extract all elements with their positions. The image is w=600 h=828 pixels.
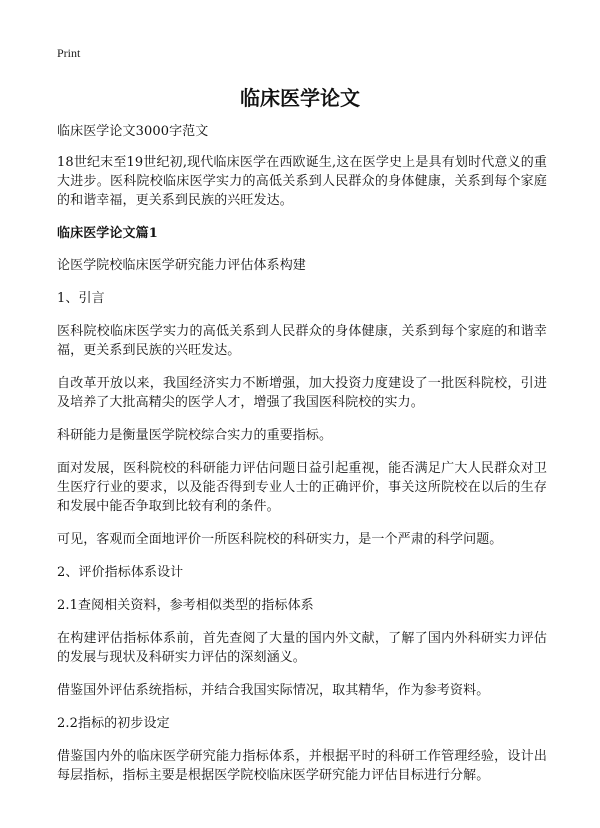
subsection-heading-references: 2.1查阅相关资料，参考相似类型的指标体系: [57, 598, 314, 613]
paragraph: 科研能力是衡量医学院校综合实力的重要指标。: [57, 428, 333, 443]
paragraph: 借鉴国外评估系统指标，并结合我国实际情况，取其精华，作为参考资料。: [57, 683, 490, 698]
paragraph: 自改革开放以来，我国经济实力不断增强，加大投资力度建设了一批医科院校，引进及培养了大批高精尖的医学人才，增强了我国医科院校的实力。: [57, 376, 547, 410]
paragraph: 面对发展，医科院校的科研能力评估问题日益引起重视，能否满足广大人民群众对卫生医疗行业的要求，以及能否得到专业人士的正确评价，事关这所院校在以后的生存和发展中能否争取到比较有利的条件。: [57, 461, 547, 514]
paragraph: 可见，客观而全面地评价一所医科院校的科研实力，是一个严肃的科学问题。: [57, 532, 503, 547]
part-heading: 临床医学论文篇1: [57, 226, 158, 241]
section-heading-introduction: 1、引言: [57, 291, 105, 306]
section-heading-indicator-design: 2、评价指标体系设计: [57, 565, 184, 580]
print-link[interactable]: Print: [57, 46, 81, 60]
paragraph: 借鉴国内外的临床医学研究能力指标体系，并根据平时的科研工作管理经验，设计出每层指标，指标主要是根据医学院校临床医学研究能力评估目标进行分解。: [57, 749, 547, 783]
subsection-heading-initial-setup: 2.2指标的初步设定: [57, 716, 170, 731]
paragraph: 在构建评估指标体系前，首先查阅了大量的国内外文献，了解了国内外科研实力评估的发展与现状及科研实力评估的深刻涵义。: [57, 631, 547, 665]
document-body: [57, 122, 547, 799]
paper-title: 论医学院校临床医学研究能力评估体系构建: [57, 258, 306, 273]
paragraph: 医科院校临床医学实力的高低关系到人民群众的身体健康，关系到每个家庭的和谐幸福，更关系到民族的兴旺发达。: [57, 324, 547, 358]
intro-paragraph: 18世纪末至19世纪初,现代临床医学在西欧诞生,这在医学史上是具有划时代意义的重大进步。医科院校临床医学实力的高低关系到人民群众的身体健康，关系到每个家庭的和谐幸福，更关系到民族的兴旺发达。: [57, 155, 547, 208]
page-title: 临床医学论文: [240, 86, 360, 110]
document-subtitle: 临床医学论文3000字范文: [57, 124, 209, 139]
